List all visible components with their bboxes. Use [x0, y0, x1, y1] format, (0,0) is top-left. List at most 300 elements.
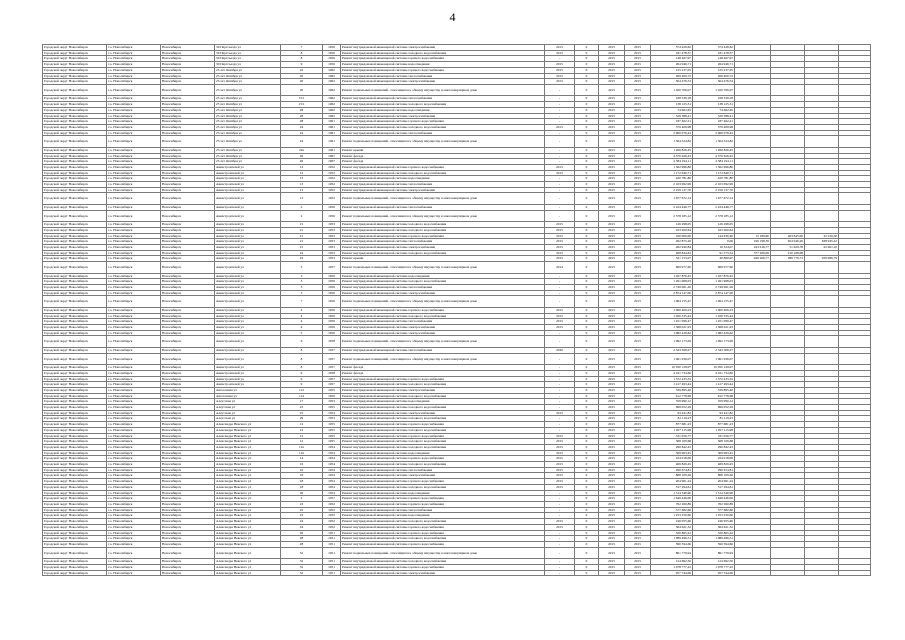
work-type-cell: Ремонт внутридомовой инженерной системы горячего водоснабжения [341, 67, 545, 73]
city-district-cell: г.о. Новосибирск [107, 541, 161, 547]
municipality-cell: Городской округ Новосибирск [43, 256, 107, 262]
zero-cell: 0 [575, 170, 599, 176]
street-cell: Александра Невского ул [215, 530, 281, 536]
municipality-cell: Городской округ Новосибирск [43, 519, 107, 525]
work-type-cell: Ремонт внутридомовой инженерной системы горячего водоснабжения [341, 307, 545, 313]
street-cell: 25 лет Октября ул [215, 107, 281, 113]
last-repair-year-cell: 2015 [545, 124, 575, 130]
zero-cell: 0 [575, 296, 599, 308]
zero-cell: 0 [575, 393, 599, 399]
street-cell: Александра Невского ул [215, 559, 281, 565]
build-year-cell: 1956 [323, 290, 341, 296]
total-cost-cell: 1 057 115,98 [651, 427, 693, 433]
build-year-cell: 1956 [323, 45, 341, 51]
build-year-cell: 1951 [323, 541, 341, 547]
build-year-cell: 1954 [323, 479, 341, 485]
extra-cost-3-cell [805, 296, 839, 308]
work-type-cell: Ремонт внутридомовой инженерной системы водоотведения [341, 176, 545, 182]
street-cell: Авиастроителей ул [215, 376, 281, 382]
city-district-cell: г.о. Новосибирск [107, 233, 161, 239]
street-cell: 25 лет Октября ул [215, 73, 281, 79]
settlement-cell: Новосибирск [161, 496, 215, 502]
build-year-cell: 1956 [323, 56, 341, 62]
build-year-cell: 1955 [323, 433, 341, 439]
city-district-cell: г.о. Новосибирск [107, 496, 161, 502]
settlement-cell: Новосибирск [161, 433, 215, 439]
plan-year-end-cell: 2015 [625, 462, 651, 468]
house-number-cell: 13 [281, 182, 323, 188]
total-cost-cell: 469 829,45 [651, 462, 693, 468]
plan-year-end-cell: 2015 [625, 541, 651, 547]
fund-cost-cell: 4 370 626,43 [693, 153, 735, 159]
house-number-cell: 12 [281, 439, 323, 445]
plan-year-start-cell: 2015 [599, 473, 625, 479]
fund-cost-cell: 577 682,66 [693, 507, 735, 513]
street-cell: Александра Невского ул [215, 473, 281, 479]
build-year-cell: 1957 [323, 365, 341, 371]
last-repair-year-cell: - [545, 56, 575, 62]
house-number-cell: 12 [281, 427, 323, 433]
zero-cell: 0 [575, 564, 599, 570]
settlement-cell: Новосибирск [161, 479, 215, 485]
fund-cost-cell: 204 961,24 [693, 479, 735, 485]
zero-cell: 0 [575, 570, 599, 576]
city-district-cell: г.о. Новосибирск [107, 102, 161, 108]
fund-cost-cell: 10 050 128,07 [693, 365, 735, 371]
fund-cost-cell: 2 224 446,77 [693, 204, 735, 210]
plan-year-start-cell: 2015 [599, 250, 625, 256]
zero-cell: 0 [575, 365, 599, 371]
work-type-cell: Ремонт внутридомовой инженерной системы теплоснабжения [341, 347, 545, 353]
total-cost-cell: 521 153,07 [651, 256, 693, 262]
zero-cell: 0 [575, 119, 599, 125]
plan-year-start-cell: 2015 [599, 382, 625, 388]
fund-cost-cell: 144 930,40 [693, 233, 735, 239]
table-row [43, 210, 871, 222]
plan-year-end-cell: 2015 [625, 405, 651, 411]
house-number-cell: 23 [281, 405, 323, 411]
street-cell: Автогенная ул [215, 393, 281, 399]
work-type-cell: Ремонт внутридомовой инженерной системы горячего водоснабжения [341, 496, 545, 502]
build-year-cell: 1962 [323, 102, 341, 108]
zero-cell: 0 [575, 456, 599, 462]
city-district-cell: г.о. Новосибирск [107, 210, 161, 222]
build-year-cell: 1957 [323, 382, 341, 388]
street-cell: 25 лет Октября ул [215, 102, 281, 108]
zero-cell: 0 [575, 176, 599, 182]
house-number-cell: 24а [281, 147, 323, 153]
fund-cost-cell: 877 681,23 [693, 422, 735, 428]
fund-cost-cell: 868 109,26 [693, 473, 735, 479]
build-year-cell: 1952 [323, 193, 341, 205]
work-type-cell: Ремонт внутридомовой инженерной системы холодного водоснабжения [341, 250, 545, 256]
total-cost-cell: 320 865,22 [651, 530, 693, 536]
plan-year-start-cell: 2015 [599, 422, 625, 428]
extra-cost-2-cell [771, 336, 805, 348]
build-year-cell: 1953 [323, 222, 341, 228]
build-year-cell: 1951 [323, 536, 341, 542]
plan-year-start-cell: 2015 [599, 319, 625, 325]
city-district-cell: г.о. Новосибирск [107, 393, 161, 399]
settlement-cell: Новосибирск [161, 541, 215, 547]
fund-cost-cell: 1 677 672,14 [693, 193, 735, 205]
extra-cost-2-cell [771, 84, 805, 96]
city-district-cell: г.о. Новосибирск [107, 45, 161, 51]
build-year-cell: 1956 [323, 273, 341, 279]
zero-cell: 0 [575, 262, 599, 274]
plan-year-end-cell: 2015 [625, 130, 651, 136]
city-district-cell: г.о. Новосибирск [107, 262, 161, 274]
municipality-cell: Городской округ Новосибирск [43, 159, 107, 165]
house-number-cell: 7 [281, 296, 323, 308]
build-year-cell: 1952 [323, 170, 341, 176]
zero-cell: 0 [575, 79, 599, 85]
fund-cost-cell: 2 060 076,43 [693, 130, 735, 136]
street-cell: Александра Невского ул [215, 507, 281, 513]
street-cell: 30 Партсъезда ул [215, 56, 281, 62]
zero-cell: 0 [575, 325, 599, 331]
municipality-cell: Городской округ Новосибирск [43, 365, 107, 371]
plan-year-end-cell: 2015 [625, 164, 651, 170]
zero-cell: 0 [575, 479, 599, 485]
last-repair-year-cell: - [545, 182, 575, 188]
city-district-cell: г.о. Новосибирск [107, 193, 161, 205]
plan-year-end-cell: 2015 [625, 279, 651, 285]
extra-cost-1-cell [735, 210, 771, 222]
total-cost-cell: 1 992 173,09 [651, 336, 693, 348]
last-repair-year-cell: 2015 [545, 456, 575, 462]
municipality-cell: Городской округ Новосибирск [43, 405, 107, 411]
plan-year-start-cell: 2015 [599, 159, 625, 165]
municipality-cell: Городской округ Новосибирск [43, 450, 107, 456]
plan-year-start-cell: 2015 [599, 444, 625, 450]
settlement-cell: Новосибирск [161, 62, 215, 68]
plan-year-end-cell: 2015 [625, 393, 651, 399]
extra-cost-3-cell [805, 136, 839, 148]
city-district-cell: г.о. Новосибирск [107, 319, 161, 325]
work-type-cell: Ремонт внутридомовой инженерной системы электроснабжения [341, 244, 545, 250]
house-number-cell: 2 [281, 496, 323, 502]
total-cost-cell: 164 018,06 [651, 456, 693, 462]
municipality-cell: Городской округ Новосибирск [43, 513, 107, 519]
house-number-cell: 32 [281, 547, 323, 559]
total-cost-cell: 339 895,40 [651, 387, 693, 393]
build-year-cell: 1956 [323, 296, 341, 308]
city-district-cell: г.о. Новосибирск [107, 239, 161, 245]
city-district-cell: г.о. Новосибирск [107, 370, 161, 376]
street-cell: 25 лет Октября ул [215, 67, 281, 73]
zero-cell: 0 [575, 56, 599, 62]
zero-cell: 0 [575, 164, 599, 170]
plan-year-start-cell: 2015 [599, 524, 625, 530]
house-number-cell: 9 [281, 376, 323, 382]
zero-cell: 0 [575, 159, 599, 165]
extra-cost-4-cell [839, 336, 871, 348]
plan-year-end-cell: 2015 [625, 416, 651, 422]
fund-cost-cell: 269 400,72 [693, 73, 735, 79]
city-district-cell: г.о. Новосибирск [107, 559, 161, 565]
city-district-cell: г.о. Новосибирск [107, 336, 161, 348]
plan-year-start-cell: 2015 [599, 222, 625, 228]
city-district-cell: г.о. Новосибирск [107, 570, 161, 576]
plan-year-start-cell: 2015 [599, 130, 625, 136]
work-type-cell: Ремонт внутридомовой инженерной системы горячего водоснабжения [341, 164, 545, 170]
last-repair-year-cell: 2015 [545, 233, 575, 239]
work-type-cell: Ремонт внутридомовой инженерной системы электроснабжения [341, 79, 545, 85]
street-cell: Алеутская ул [215, 416, 281, 422]
street-cell: Александра Невского ул [215, 422, 281, 428]
street-cell: Авиастроителей ул [215, 296, 281, 308]
settlement-cell: Новосибирск [161, 382, 215, 388]
plan-year-start-cell: 2015 [599, 239, 625, 245]
municipality-cell: Городской округ Новосибирск [43, 570, 107, 576]
total-cost-cell: 1 000 406,23 [651, 307, 693, 313]
work-type-cell: Ремонт подвальных помещений, относящихся к общему имуществу в многоквартирном доме [341, 262, 545, 274]
plan-year-start-cell: 2015 [599, 50, 625, 56]
settlement-cell: Новосибирск [161, 524, 215, 530]
plan-year-start-cell: 2015 [599, 256, 625, 262]
fund-cost-cell: 420 781,80 [693, 176, 735, 182]
build-year-cell: 1952 [323, 187, 341, 193]
plan-year-start-cell: 2015 [599, 507, 625, 513]
municipality-cell: Городской округ Новосибирск [43, 410, 107, 416]
municipality-cell: Городской округ Новосибирск [43, 393, 107, 399]
settlement-cell: Новосибирск [161, 502, 215, 508]
house-number-cell: 24 [281, 250, 323, 256]
last-repair-year-cell: - [545, 353, 575, 365]
zero-cell: 0 [575, 547, 599, 559]
municipality-cell: Городской округ Новосибирск [43, 262, 107, 274]
city-district-cell: г.о. Новосибирск [107, 502, 161, 508]
build-year-cell: 1953 [323, 233, 341, 239]
street-cell: Авиастроителей ул [215, 182, 281, 188]
build-year-cell: 1961 [323, 136, 341, 148]
total-cost-cell: 74 662,65 [651, 107, 693, 113]
house-number-cell: 2 [281, 204, 323, 210]
extra-cost-4-cell [839, 193, 871, 205]
build-year-cell: 1955 [323, 405, 341, 411]
total-cost-cell: 1 417 493,44 [651, 382, 693, 388]
last-repair-year-cell: 2015 [545, 479, 575, 485]
extra-cost-2-cell: 286 776,73 [771, 256, 805, 262]
city-district-cell: г.о. Новосибирск [107, 227, 161, 233]
plan-year-end-cell: 2015 [625, 559, 651, 565]
total-cost-cell: 364 621,32 [651, 524, 693, 530]
zero-cell: 0 [575, 130, 599, 136]
house-number-cell: 5 [281, 330, 323, 336]
build-year-cell: 1951 [323, 570, 341, 576]
extra-cost-1-cell [735, 262, 771, 274]
municipality-cell: Городской округ Новосибирск [43, 541, 107, 547]
build-year-cell: 1956 [323, 279, 341, 285]
total-cost-cell: 124 692,50 [651, 559, 693, 565]
last-repair-year-cell: 2015 [545, 484, 575, 490]
municipality-cell: Городской округ Новосибирск [43, 507, 107, 513]
settlement-cell: Новосибирск [161, 113, 215, 119]
municipality-cell: Городской округ Новосибирск [43, 182, 107, 188]
extra-cost-1-cell: 377 269,09 [735, 250, 771, 256]
work-type-cell: Ремонт внутридомовой инженерной системы холодного водоснабжения [341, 50, 545, 56]
city-district-cell: г.о. Новосибирск [107, 273, 161, 279]
plan-year-start-cell: 2015 [599, 462, 625, 468]
total-cost-cell: 317 294,61 [651, 484, 693, 490]
work-type-cell: Ремонт внутридомовой инженерной системы холодного водоснабжения [341, 444, 545, 450]
total-cost-cell: 204 961,24 [651, 479, 693, 485]
settlement-cell: Новосибирск [161, 456, 215, 462]
build-year-cell: 1956 [323, 330, 341, 336]
zero-cell: 0 [575, 507, 599, 513]
settlement-cell: Новосибирск [161, 473, 215, 479]
plan-year-start-cell: 2015 [599, 45, 625, 51]
last-repair-year-cell: 2015 [545, 467, 575, 473]
build-year-cell: 1954 [323, 484, 341, 490]
city-district-cell: г.о. Новосибирск [107, 530, 161, 536]
plan-year-start-cell: 2015 [599, 547, 625, 559]
last-repair-year-cell: 2015 [545, 227, 575, 233]
work-type-cell: Ремонт внутридомовой инженерной системы водоотведения [341, 490, 545, 496]
extra-cost-1-cell [735, 136, 771, 148]
plan-year-end-cell: 2015 [625, 96, 651, 102]
house-number-cell: 28 [281, 113, 323, 119]
plan-year-start-cell: 2015 [599, 176, 625, 182]
fund-cost-cell: 40 860,97 [693, 256, 735, 262]
work-type-cell: Ремонт фасада [341, 370, 545, 376]
plan-year-start-cell: 2015 [599, 79, 625, 85]
house-number-cell: 22 [281, 507, 323, 513]
fund-cost-cell: 612 778,68 [693, 393, 735, 399]
total-cost-cell: 148 467,97 [651, 56, 693, 62]
build-year-cell: 1956 [323, 285, 341, 291]
plan-year-end-cell: 2015 [625, 147, 651, 153]
last-repair-year-cell: - [545, 405, 575, 411]
street-cell: Авиастроителей ул [215, 347, 281, 353]
table-row [43, 353, 871, 365]
settlement-cell: Новосибирск [161, 273, 215, 279]
plan-year-end-cell: 2015 [625, 170, 651, 176]
zero-cell: 0 [575, 422, 599, 428]
work-type-cell: Ремонт внутридомовой инженерной системы теплоснабжения [341, 285, 545, 291]
settlement-cell: Новосибирск [161, 262, 215, 274]
plan-year-end-cell: 2015 [625, 422, 651, 428]
street-cell: Авиастроителей ул [215, 233, 281, 239]
total-cost-cell: 262 875,20 [651, 239, 693, 245]
house-number-cell: 26 [281, 153, 323, 159]
settlement-cell: Новосибирск [161, 313, 215, 319]
street-cell: Александра Невского ул [215, 439, 281, 445]
zero-cell: 0 [575, 382, 599, 388]
extra-cost-4-cell [839, 84, 871, 96]
house-number-cell: 24 [281, 256, 323, 262]
last-repair-year-cell: 2015 [545, 79, 575, 85]
fund-cost-cell: 331 056,77 [693, 433, 735, 439]
city-district-cell: г.о. Новосибирск [107, 484, 161, 490]
city-district-cell: г.о. Новосибирск [107, 462, 161, 468]
house-number-cell: 21 [281, 233, 323, 239]
plan-year-start-cell: 2015 [599, 96, 625, 102]
municipality-cell: Городской округ Новосибирск [43, 244, 107, 250]
plan-year-end-cell: 2015 [625, 222, 651, 228]
work-type-cell: Ремонт внутридомовой инженерной системы холодного водоснабжения [341, 313, 545, 319]
plan-year-start-cell: 2015 [599, 210, 625, 222]
plan-year-end-cell: 2015 [625, 450, 651, 456]
work-type-cell: Ремонт внутридомовой инженерной системы горячего водоснабжения [341, 524, 545, 530]
municipality-cell: Городской округ Новосибирск [43, 227, 107, 233]
settlement-cell: Новосибирск [161, 336, 215, 348]
plan-year-end-cell: 2015 [625, 73, 651, 79]
total-cost-cell: 329 388,41 [651, 113, 693, 119]
last-repair-year-cell: 2015 [545, 45, 575, 51]
municipality-cell: Городской округ Новосибирск [43, 387, 107, 393]
plan-year-start-cell: 2015 [599, 227, 625, 233]
municipality-cell: Городской округ Новосибирск [43, 536, 107, 542]
settlement-cell: Новосибирск [161, 370, 215, 376]
build-year-cell: 1952 [323, 182, 341, 188]
work-type-cell: Ремонт фасада [341, 159, 545, 165]
house-number-cell: 20 [281, 79, 323, 85]
fund-cost-cell: 124 692,50 [693, 559, 735, 565]
work-type-cell: Ремонт внутридомовой инженерной системы электроснабжения [341, 187, 545, 193]
total-cost-cell: 1 649 446,06 [651, 496, 693, 502]
street-cell: Авиастроителей ул [215, 170, 281, 176]
zero-cell: 0 [575, 484, 599, 490]
extra-cost-1-cell [735, 193, 771, 205]
city-district-cell: г.о. Новосибирск [107, 73, 161, 79]
municipality-cell: Городской округ Новосибирск [43, 204, 107, 210]
build-year-cell: 1952 [323, 502, 341, 508]
last-repair-year-cell: 2015 [545, 524, 575, 530]
zero-cell: 0 [575, 399, 599, 405]
build-year-cell: 1954 [323, 456, 341, 462]
municipality-cell: Городской округ Новосибирск [43, 559, 107, 565]
city-district-cell: г.о. Новосибирск [107, 244, 161, 250]
street-cell: Автогенная ул [215, 387, 281, 393]
city-district-cell: г.о. Новосибирск [107, 130, 161, 136]
plan-year-start-cell: 2015 [599, 353, 625, 365]
municipality-cell: Городской округ Новосибирск [43, 102, 107, 108]
plan-year-end-cell: 2015 [625, 107, 651, 113]
municipality-cell: Городской округ Новосибирск [43, 456, 107, 462]
plan-year-end-cell: 2015 [625, 273, 651, 279]
last-repair-year-cell: - [545, 136, 575, 148]
settlement-cell: Новосибирск [161, 467, 215, 473]
extra-cost-3-cell: 32 226,30 [805, 233, 839, 239]
work-type-cell: Ремонт внутридомовой инженерной системы водоотведения [341, 450, 545, 456]
settlement-cell: Новосибирск [161, 325, 215, 331]
street-cell: Авиастроителей ул [215, 176, 281, 182]
street-cell: Авиастроителей ул [215, 256, 281, 262]
street-cell: Авиастроителей ул [215, 204, 281, 210]
house-number-cell: 13 [281, 176, 323, 182]
municipality-cell: Городской округ Новосибирск [43, 490, 107, 496]
total-cost-cell: 1 514 340,90 [651, 490, 693, 496]
build-year-cell: 1962 [323, 96, 341, 102]
build-year-cell: 1954 [323, 450, 341, 456]
city-district-cell: г.о. Новосибирск [107, 325, 161, 331]
plan-year-end-cell: 2015 [625, 479, 651, 485]
work-type-cell: Ремонт внутридомовой инженерной системы горячего водоснабжения [341, 541, 545, 547]
fund-cost-cell: 1 000 406,23 [693, 307, 735, 313]
extra-cost-2-cell: 463 645,00 [771, 233, 805, 239]
street-cell: Авиастроителей ул [215, 227, 281, 233]
fund-cost-cell: 1 020 706,07 [693, 84, 735, 96]
work-type-cell: Ремонт внутридомовой инженерной системы электроснабжения [341, 387, 545, 393]
total-cost-cell: 612 778,68 [651, 393, 693, 399]
zero-cell: 0 [575, 405, 599, 411]
plan-year-end-cell: 2015 [625, 239, 651, 245]
zero-cell: 0 [575, 496, 599, 502]
build-year-cell: 1952 [323, 164, 341, 170]
build-year-cell: 1962 [323, 113, 341, 119]
